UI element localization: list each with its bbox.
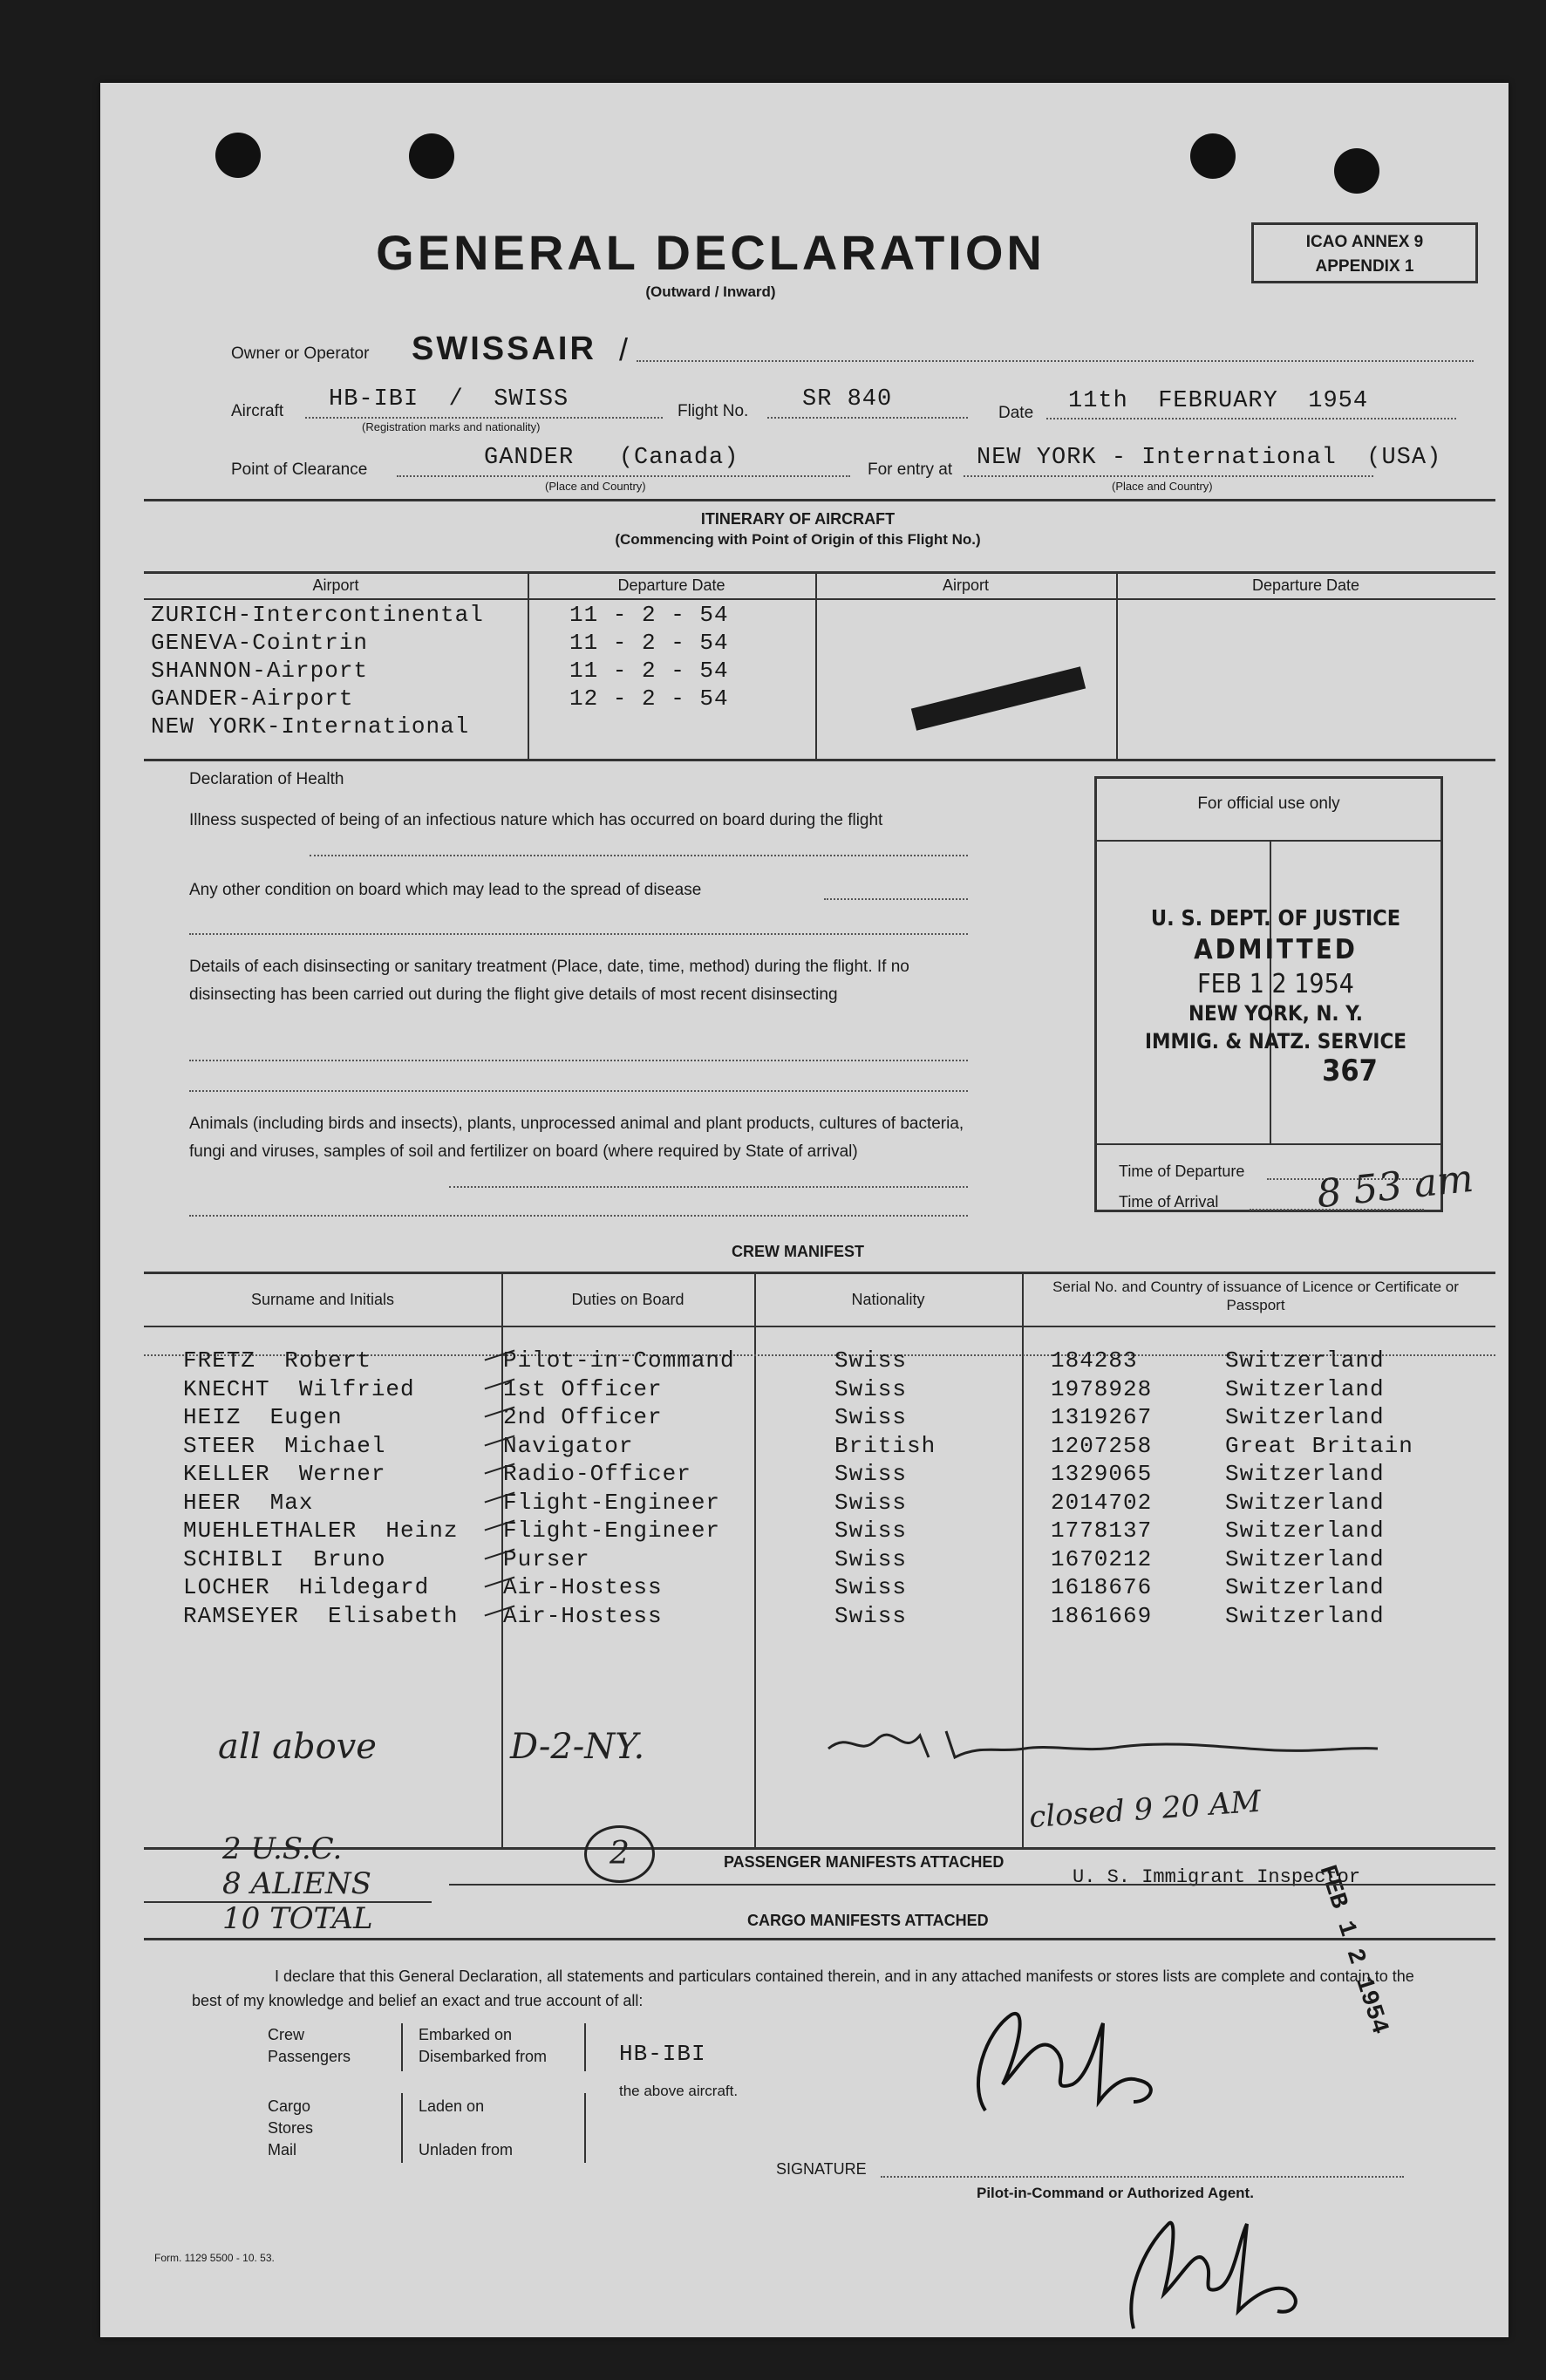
- itinerary-col-rule: [528, 574, 529, 759]
- entry-line: [964, 475, 1373, 477]
- brace-3: [401, 2093, 403, 2163]
- clearance-line: [397, 475, 850, 477]
- crew-name: LOCHER Hildegard: [183, 1574, 430, 1600]
- declaration-passengers: Passengers: [268, 2048, 351, 2065]
- crew-serial: 1978928: [1051, 1375, 1153, 1402]
- health-q3-line-2: [189, 1090, 968, 1092]
- inspector-line: U. S. Immigrant Inspector: [1073, 1866, 1361, 1888]
- crew-name: HEIZ Eugen: [183, 1404, 343, 1430]
- itinerary-date: 12 - 2 - 54: [569, 685, 729, 712]
- handwritten-closed-time: closed 9 20 AM: [1027, 1783, 1263, 1836]
- clearance-label: Point of Clearance: [231, 460, 368, 479]
- health-q3-line: [189, 1060, 968, 1061]
- redaction-mark: [911, 666, 1086, 731]
- crew-top-rule: [144, 1272, 1495, 1274]
- crew-header-name: Surname and Initials: [250, 1291, 395, 1308]
- crew-nationality: Swiss: [834, 1375, 908, 1402]
- crew-name: SCHIBLI Bruno: [183, 1545, 386, 1572]
- flight-line: [767, 417, 968, 419]
- arrival-time-value: 8 53 am: [1314, 1156, 1476, 1217]
- departure-time-label: Time of Departure: [1119, 1163, 1245, 1180]
- declaration-cargo: Cargo: [268, 2097, 311, 2115]
- signature-line: [881, 2176, 1404, 2178]
- flight-label: Flight No.: [678, 402, 749, 420]
- itinerary-title: ITINERARY OF AIRCRAFT: [700, 510, 896, 528]
- crew-bottom-rule: [144, 1847, 1495, 1850]
- crew-serial: 2014702: [1051, 1489, 1153, 1516]
- date-value: 11th FEBRUARY 1954: [1068, 388, 1369, 414]
- icao-appendix-line: APPENDIX 1: [1315, 257, 1414, 276]
- crew-col-rule: [754, 1272, 756, 1847]
- signature-label: SIGNATURE: [776, 2160, 867, 2178]
- stamp-place: NEW YORK, N. Y.: [1188, 1001, 1363, 1026]
- form-number: Form. 1129 5500 - 10. 53.: [154, 2252, 275, 2264]
- punch-hole-center-right: [1190, 133, 1236, 179]
- icao-annex-line: ICAO ANNEX 9: [1305, 233, 1424, 251]
- stamp-service: IMMIG. & NATZ. SERVICE: [1144, 1029, 1407, 1054]
- stamp-number: 367: [1322, 1054, 1378, 1088]
- crew-nationality: Swiss: [834, 1602, 908, 1629]
- declaration-text: I declare that this General Declaration, all statements and particulars contained therein, and in any attached manifests or stores lists are complete and contain to the best of my knowledge and belief an exact and true account of all:: [192, 1967, 1414, 2009]
- health-q1-line: [310, 855, 968, 856]
- passenger-manifests-label: PASSENGER MANIFESTS ATTACHED: [724, 1853, 1005, 1871]
- crew-country: Switzerland: [1225, 1574, 1385, 1600]
- admitted-stamp: [1132, 905, 1420, 1088]
- crew-name: STEER Michael: [183, 1432, 386, 1459]
- itinerary-header-airport-2: Airport: [942, 576, 989, 594]
- brace-1: [401, 2023, 403, 2071]
- crew-duty: Air-Hostess: [503, 1574, 663, 1600]
- punch-hole-center-left: [409, 133, 454, 179]
- crew-duty: Flight-Engineer: [503, 1517, 721, 1544]
- declaration-mail: Mail: [268, 2141, 297, 2158]
- itinerary-airport: GANDER-Airport: [151, 685, 354, 712]
- agent-signature: [1116, 2189, 1325, 2337]
- crew-header-serial: Serial No. and Country of issuance of Licence or Certificate or Passport: [1052, 1279, 1459, 1313]
- health-q2: Any other condition on board which may lead to the spread of disease: [189, 881, 702, 899]
- health-q4: Animals (including birds and insects), plants, unprocessed animal and plant products, cultures of bacteria, fungi and viruses, samples of soil and fertilizer on board (where required by State of arrival): [189, 1115, 964, 1161]
- form-subtitle: (Outward / Inward): [645, 283, 776, 300]
- crew-serial: 1618676: [1051, 1574, 1153, 1600]
- crew-duty: Purser: [503, 1545, 590, 1572]
- cargo-manifest-rule: [144, 1938, 1495, 1940]
- tally-rule: [144, 1901, 432, 1903]
- aircraft-label: Aircraft: [231, 402, 284, 420]
- crew-name: MUEHLETHALER Heinz: [183, 1517, 459, 1544]
- passenger-manifest-rule: [449, 1884, 1495, 1886]
- crew-name: FRETZ Robert: [183, 1347, 371, 1374]
- clearance-value: GANDER (Canada): [484, 445, 739, 471]
- declaration-above-aircraft: the above aircraft.: [619, 2083, 739, 2099]
- crew-country: Switzerland: [1225, 1347, 1385, 1374]
- crew-serial: 184283: [1051, 1347, 1138, 1374]
- date-label: Date: [998, 404, 1034, 422]
- icao-annex-box: [1251, 222, 1478, 283]
- owner-slash: /: [619, 331, 629, 367]
- official-use-box: [1094, 776, 1443, 1212]
- pilot-signature: [950, 1980, 1177, 2128]
- crew-duty: Navigator: [503, 1432, 634, 1459]
- declaration-unladen: Unladen from: [419, 2141, 514, 2158]
- itinerary-date: 11 - 2 - 54: [569, 658, 729, 684]
- clearance-note: (Place and Country): [545, 480, 646, 493]
- owner-value: SWISSAIR: [412, 331, 596, 367]
- crew-header-nationality: Nationality: [851, 1291, 925, 1308]
- crew-duty: Air-Hostess: [503, 1602, 663, 1629]
- health-title: Declaration of Health: [189, 770, 344, 788]
- itinerary-airport: SHANNON-Airport: [151, 658, 369, 684]
- itinerary-airport: GENEVA-Cointrin: [151, 630, 369, 656]
- itinerary-airport: NEW YORK-International: [151, 713, 470, 740]
- declaration-stores: Stores: [268, 2119, 314, 2137]
- official-use-title: For official use only: [1197, 794, 1340, 813]
- health-q1: Illness suspected of being of an infectious nature which has occurred on board during the flight: [189, 811, 883, 829]
- itinerary-col-rule: [1116, 574, 1118, 759]
- itinerary-header-date: Departure Date: [617, 576, 725, 594]
- crew-name: KELLER Werner: [183, 1461, 386, 1487]
- itinerary-table: [144, 571, 1495, 761]
- form-title: GENERAL DECLARATION: [376, 225, 1045, 280]
- crew-serial: 1670212: [1051, 1545, 1153, 1572]
- owner-label: Owner or Operator: [231, 344, 370, 363]
- handwritten-dept: D-2-NY.: [510, 1727, 645, 1767]
- health-q4-line-2: [189, 1215, 968, 1217]
- health-q2-line-2: [189, 933, 968, 935]
- handwritten-all-above: all above: [218, 1727, 377, 1767]
- crew-manifest-title: CREW MANIFEST: [732, 1243, 864, 1260]
- crew-country: Switzerland: [1225, 1461, 1385, 1487]
- entry-note: (Place and Country): [1112, 480, 1213, 493]
- brace-2: [584, 2023, 586, 2071]
- itinerary-date: 11 - 2 - 54: [569, 630, 729, 656]
- health-q3: Details of each disinsecting or sanitary treatment (Place, date, time, method) during the flight. If no disinsecting has been carried out during the flight give details of most recent disinsecting: [189, 958, 909, 1004]
- crew-duty: Pilot-in-Command: [503, 1347, 735, 1374]
- declaration-crew: Crew: [268, 2026, 305, 2043]
- tally-aliens: 8 ALIENS: [222, 1866, 371, 1901]
- crew-nationality: Swiss: [834, 1347, 908, 1374]
- crew-name: KNECHT Wilfried: [183, 1375, 415, 1402]
- tally-total: 10 TOTAL: [222, 1901, 373, 1936]
- arrival-time-label: Time of Arrival: [1119, 1193, 1219, 1210]
- entry-label: For entry at: [868, 460, 953, 479]
- crew-name: RAMSEYER Elisabeth: [183, 1602, 459, 1629]
- itinerary-date: 11 - 2 - 54: [569, 602, 729, 628]
- health-q2-line: [824, 898, 968, 900]
- aircraft-value: HB-IBI / SWISS: [329, 386, 569, 413]
- stamp-dept: U. S. DEPT. OF JUSTICE: [1150, 905, 1401, 931]
- crew-duty: Flight-Engineer: [503, 1489, 721, 1516]
- declaration-sheet: [100, 83, 1509, 2337]
- declaration-disembarked: Disembarked from: [419, 2048, 548, 2065]
- crew-country: Switzerland: [1225, 1517, 1385, 1544]
- crew-country: Switzerland: [1225, 1545, 1385, 1572]
- health-q4-line: [449, 1186, 968, 1188]
- crew-serial: 1207258: [1051, 1432, 1153, 1459]
- crew-serial: 1319267: [1051, 1404, 1153, 1430]
- passenger-manifest-count: 2: [584, 1825, 655, 1883]
- cargo-manifests-label: CARGO MANIFESTS ATTACHED: [747, 1912, 989, 1929]
- declaration-laden: Laden on: [419, 2097, 485, 2115]
- crew-nationality: Swiss: [834, 1461, 908, 1487]
- crew-header-duty: Duties on Board: [571, 1291, 684, 1308]
- crew-nationality: Swiss: [834, 1517, 908, 1544]
- punch-hole-left: [215, 133, 261, 178]
- crew-serial: 1778137: [1051, 1517, 1153, 1544]
- handwritten-signature-scribble: [824, 1722, 1382, 1766]
- official-use-rule-2: [1097, 1143, 1440, 1145]
- crew-nationality: Swiss: [834, 1545, 908, 1572]
- stamp-date: FEB 1 2 1954: [1197, 969, 1354, 999]
- itinerary-header-airport: Airport: [312, 576, 359, 594]
- crew-country: Switzerland: [1225, 1602, 1385, 1629]
- aircraft-note: (Registration marks and nationality): [362, 420, 541, 433]
- crew-nationality: Swiss: [834, 1404, 908, 1430]
- crew-country: Great Britain: [1225, 1432, 1413, 1459]
- crew-name: HEER Max: [183, 1489, 314, 1516]
- owner-line: [637, 360, 1474, 362]
- itinerary-col-rule: [815, 574, 817, 759]
- header-divider: [144, 499, 1495, 501]
- crew-nationality: Swiss: [834, 1489, 908, 1516]
- crew-serial: 1329065: [1051, 1461, 1153, 1487]
- stamp-admitted: ADMITTED: [1194, 934, 1358, 965]
- crew-country: Switzerland: [1225, 1489, 1385, 1516]
- inspection-date-stamp: FEB 1 2 1954: [1312, 1862, 1393, 2038]
- crew-serial: 1861669: [1051, 1602, 1153, 1629]
- itinerary-subtitle: (Commencing with Point of Origin of this Flight No.): [615, 531, 981, 548]
- crew-country: Switzerland: [1225, 1404, 1385, 1430]
- crew-country: Switzerland: [1225, 1375, 1385, 1402]
- itinerary-airport: ZURICH-Intercontinental: [151, 602, 484, 628]
- itinerary-header-rule: [144, 598, 1495, 600]
- pilot-label: Pilot-in-Command or Authorized Agent.: [977, 2185, 1254, 2201]
- crew-nationality: British: [834, 1432, 936, 1459]
- declaration-embarked: Embarked on: [419, 2026, 513, 2043]
- crew-duty: 2nd Officer: [503, 1404, 663, 1430]
- punch-hole-right: [1334, 148, 1379, 194]
- official-use-rule: [1097, 840, 1440, 842]
- crew-nationality: Swiss: [834, 1574, 908, 1600]
- date-line: [1046, 418, 1456, 419]
- itinerary-header-date-2: Departure Date: [1251, 576, 1360, 594]
- tally-us-citizens: 2 U.S.C.: [222, 1831, 343, 1866]
- declaration-aircraft: HB-IBI: [619, 2041, 706, 2067]
- crew-header-rule: [144, 1326, 1495, 1327]
- flight-value: SR 840: [802, 386, 893, 413]
- brace-4: [584, 2093, 586, 2163]
- crew-duty: Radio-Officer: [503, 1461, 691, 1487]
- entry-value: NEW YORK - International (USA): [977, 445, 1442, 471]
- crew-duty: 1st Officer: [503, 1375, 663, 1402]
- aircraft-line: [305, 417, 663, 419]
